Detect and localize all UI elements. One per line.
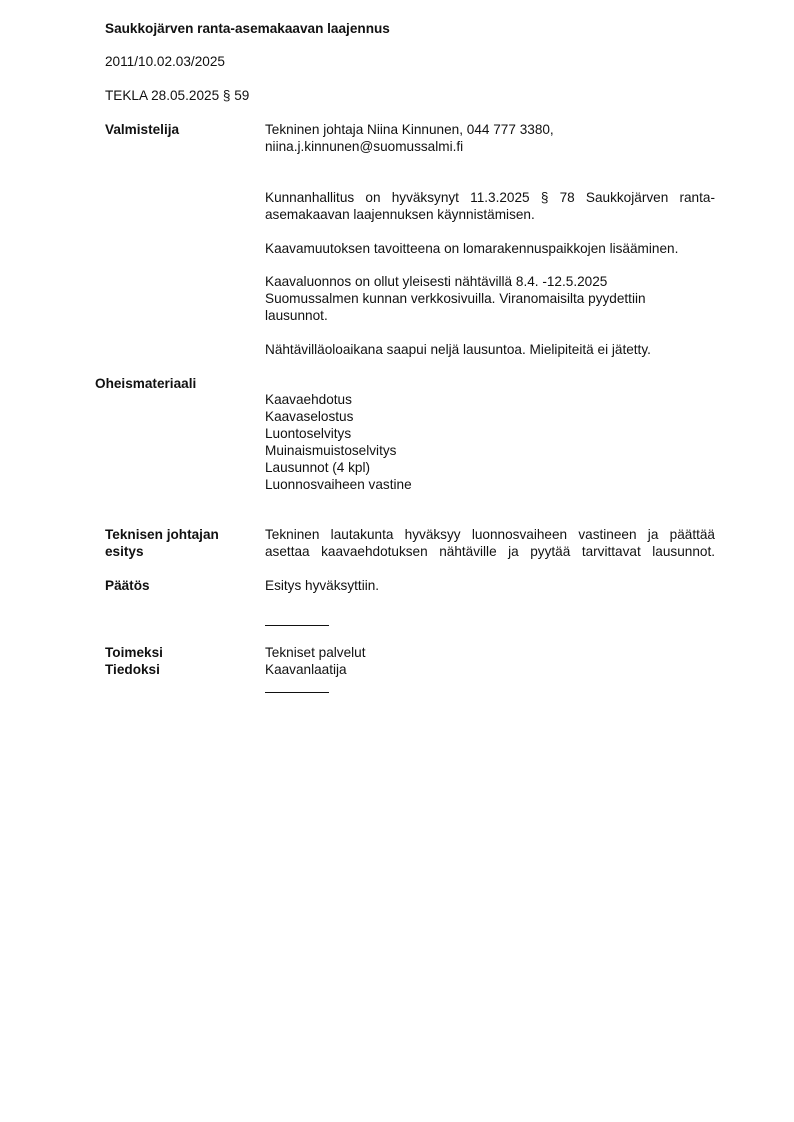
action-value: Tekniset palvelut bbox=[265, 645, 366, 660]
preparer-block bbox=[265, 121, 715, 155]
meeting-reference: TEKLA 28.05.2025 § 59 bbox=[105, 88, 250, 103]
attachment-item: Luonnosvaiheen vastine bbox=[265, 477, 412, 492]
body-paragraph-3 bbox=[265, 273, 715, 324]
attachment-item: Kaavaselostus bbox=[265, 409, 354, 424]
diary-number: 2011/10.02.03/2025 bbox=[105, 54, 225, 69]
proposal-label bbox=[105, 526, 219, 560]
body-paragraph-2 bbox=[265, 240, 715, 257]
proposal-label-line-2: esitys bbox=[105, 544, 144, 559]
info-value: Kaavanlaatija bbox=[265, 662, 347, 677]
paragraph-3-line-3: lausunnot. bbox=[265, 308, 328, 323]
decision-label: Päätös bbox=[105, 578, 150, 593]
paragraph-3-line-2: Suomussalmen kunnan verkkosivuilla. Viranomaisilta pyydettiin bbox=[265, 291, 646, 306]
separator-line bbox=[265, 692, 329, 693]
proposal-line-2: asettaa kaavaehdotuksen nähtäville ja pyytää tarvittavat lausunnot. bbox=[265, 544, 715, 559]
paragraph-3-line-1: Kaavaluonnos on ollut yleisesti nähtävillä 8.4. -12.5.2025 bbox=[265, 274, 608, 289]
action-label: Toimeksi bbox=[105, 645, 163, 660]
separator-line bbox=[265, 625, 329, 626]
info-recipient bbox=[265, 661, 715, 678]
attachment-item: Lausunnot (4 kpl) bbox=[265, 460, 371, 475]
proposal-text bbox=[265, 526, 715, 560]
proposal-label-line-1: Teknisen johtajan bbox=[105, 527, 219, 542]
attachment-item: Luontoselvitys bbox=[265, 426, 352, 441]
attachments-label: Oheismateriaali bbox=[95, 376, 197, 391]
preparer-line-1: Tekninen johtaja Niina Kinnunen, 044 777 3380, bbox=[265, 122, 554, 137]
decision-text bbox=[265, 577, 715, 594]
body-paragraph-1 bbox=[265, 189, 715, 223]
proposal-line-1: Tekninen lautakunta hyväksyy luonnosvaiheen vastineen ja päättää bbox=[265, 527, 715, 542]
paragraph-2-text: Kaavamuutoksen tavoitteena on lomarakennuspaikkojen lisääminen. bbox=[265, 241, 679, 256]
document-title: Saukkojärven ranta-asemakaavan laajennus bbox=[105, 21, 390, 36]
action-recipient bbox=[265, 644, 715, 661]
paragraph-4-text: Nähtävilläoloaikana saapui neljä lausuntoa. Mielipiteitä ei jätetty. bbox=[265, 342, 651, 357]
attachment-item: Kaavaehdotus bbox=[265, 392, 352, 407]
attachment-item: Muinaismuistoselvitys bbox=[265, 443, 397, 458]
attachments-list bbox=[265, 391, 715, 493]
body-paragraph-4 bbox=[265, 341, 715, 358]
paragraph-1-line-1: Kunnanhallitus on hyväksynyt 11.3.2025 § 78 Saukkojärven ranta- bbox=[265, 190, 715, 205]
paragraph-1-line-2: asemakaavan laajennuksen käynnistämisen. bbox=[265, 207, 535, 222]
info-label: Tiedoksi bbox=[105, 662, 160, 677]
preparer-label: Valmistelija bbox=[105, 122, 180, 137]
preparer-email: niina.j.kinnunen@suomussalmi.fi bbox=[265, 139, 464, 154]
decision-value: Esitys hyväksyttiin. bbox=[265, 578, 380, 593]
